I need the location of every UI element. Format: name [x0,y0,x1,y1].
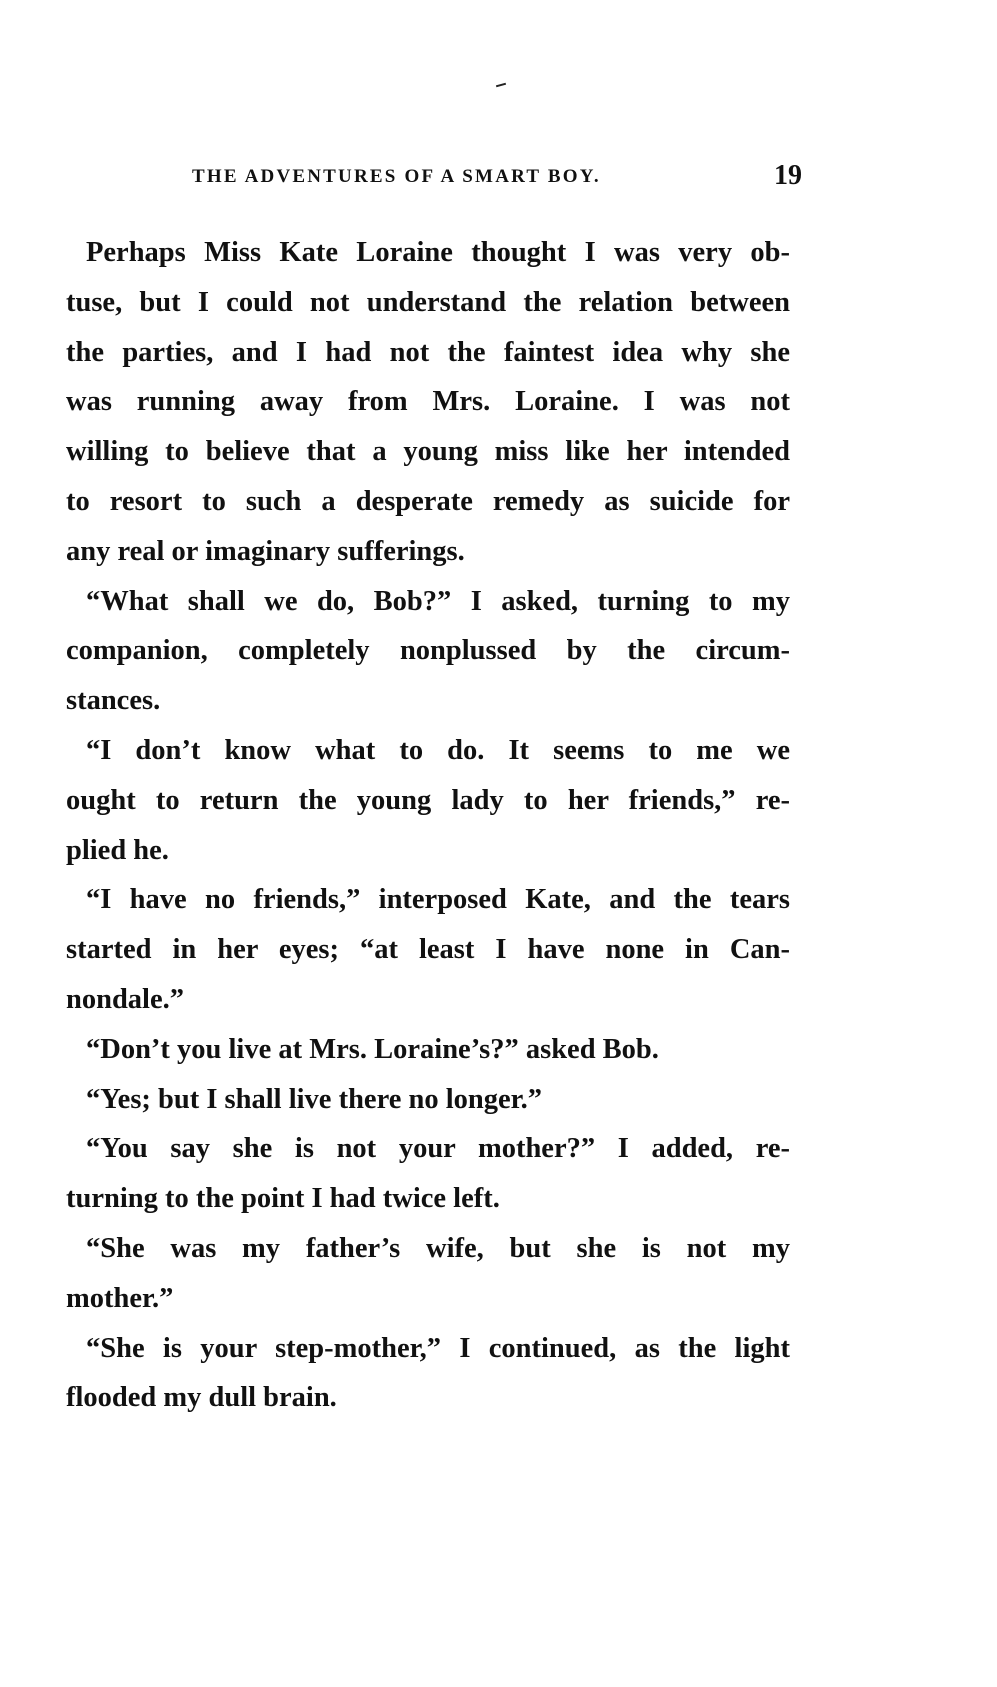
paragraph [66,1124,790,1224]
text-line: tuse, but I could not understand the relation between [66,286,790,318]
text-line: was running away from Mrs. Loraine. I was not [66,386,790,418]
scan-mark [496,83,506,88]
paragraph [66,875,790,1024]
text-line: nondale.” [66,983,184,1015]
paragraph [66,1025,790,1075]
text-line: stances. [66,685,161,717]
text-line: to resort to such a desperate remedy as suicide for [66,485,790,517]
page-header [192,160,802,194]
paragraph [66,577,790,726]
text-line: companion, completely nonplussed by the circum- [66,635,790,667]
paragraph [66,1324,790,1424]
text-line: ought to return the young lady to her friends,” re- [66,784,790,816]
text-line: mother.” [66,1282,174,1314]
text-line: “She is your step-mother,” I continued, as the light [86,1332,790,1364]
paragraph [66,1224,790,1324]
text-line: started in her eyes; “at least I have none in Can- [66,934,790,966]
text-line: turning to the point I had twice left. [66,1183,500,1215]
paragraph [66,726,790,875]
page-body [66,228,790,1423]
text-line: Perhaps Miss Kate Loraine thought I was very ob- [86,237,790,268]
paragraph [66,1075,790,1125]
text-line: “I have no friends,” interposed Kate, and the tears [86,884,790,916]
text-line: “I don’t know what to do. It seems to me we [86,734,790,766]
text-line: flooded my dull brain. [66,1382,337,1414]
text-line: any real or imaginary sufferings. [66,535,465,567]
page-number: 19 [774,160,802,191]
text-line: “What shall we do, Bob?” I asked, turning to my [86,585,790,617]
text-line: “You say she is not your mother?” I added, re- [86,1133,790,1165]
text-line: “She was my father’s wife, but she is not my [86,1232,790,1264]
text-line: the parties, and I had not the faintest idea why she [66,336,790,368]
running-title: THE ADVENTURES OF A SMART BOY. [192,166,601,187]
paragraph [66,228,790,577]
text-line: “Yes; but I shall live there no longer.” [86,1083,543,1115]
text-line: plied he. [66,834,169,866]
text-line: willing to believe that a young miss like her intended [66,436,790,468]
text-line: “Don’t you live at Mrs. Loraine’s?” asked Bob. [86,1033,659,1065]
